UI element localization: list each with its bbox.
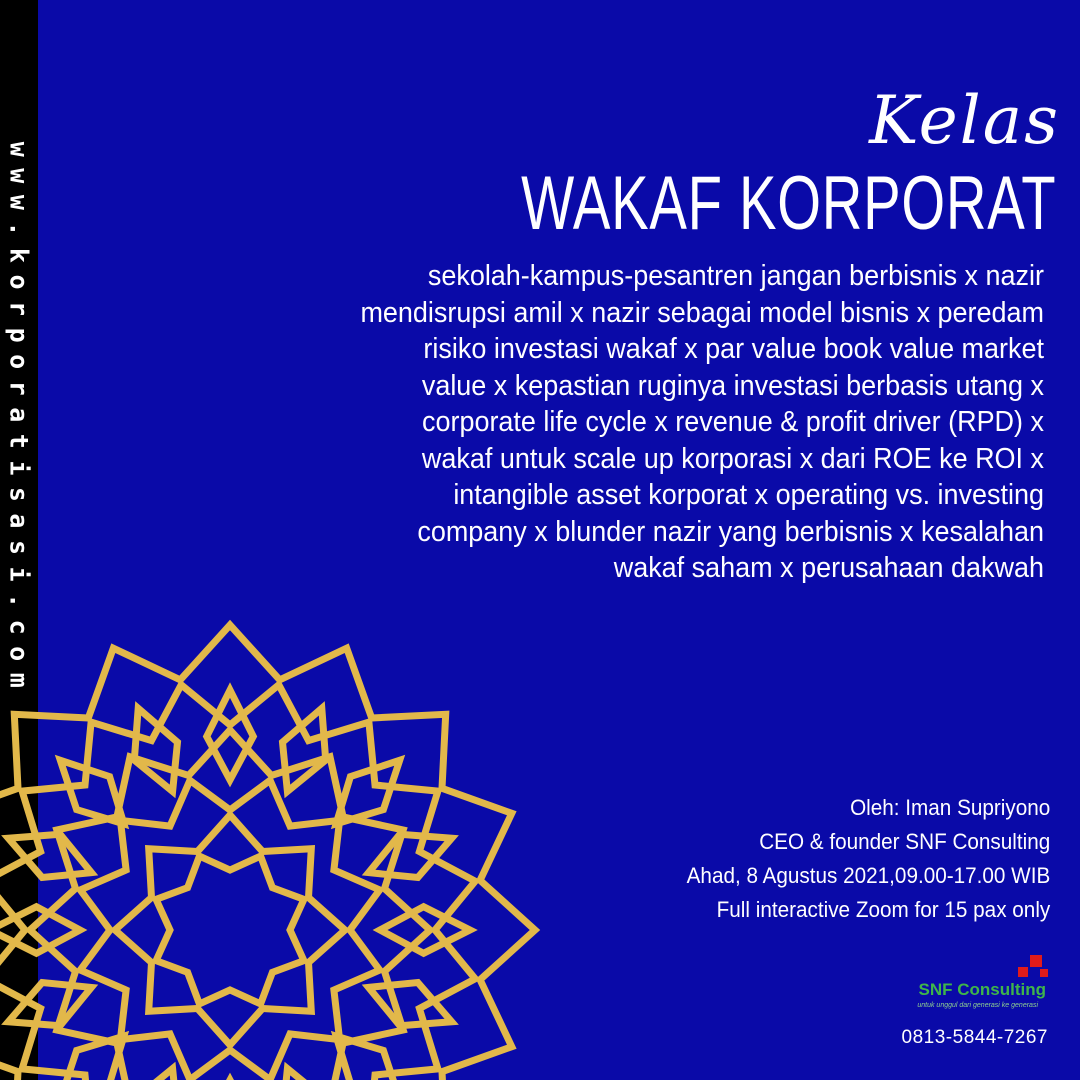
speaker-line: Oleh: Iman Supriyono: [849, 795, 1050, 820]
contact-phone[interactable]: 0813-5844-7267: [901, 1027, 1048, 1048]
ornament-petal: [8, 983, 91, 1026]
date-line: Ahad, 8 Agustus 2021,09.00-17.00 WIB: [686, 863, 1050, 888]
snf-consulting-logo: [888, 955, 1048, 1015]
ornament-petal: [369, 834, 452, 877]
topic-line: wakaf untuk scale up korporasi x dari ROE ke ROI x: [421, 442, 1044, 475]
topics-list: [244, 258, 1044, 587]
logo-square: [1030, 955, 1042, 967]
ornament-petal: [283, 708, 326, 791]
logo-name: SNF Consulting: [918, 980, 1046, 999]
ornament-petal: [134, 1069, 177, 1080]
ornament-petal: [8, 834, 91, 877]
topic-line: sekolah-kampus-pesantren jangan berbisnis x nazir: [427, 260, 1044, 292]
topic-line: mendisrupsi amil x nazir sebagai model bisnis x peredam: [360, 296, 1044, 329]
topic-line: intangible asset korporat x operating vs. investing: [453, 479, 1044, 511]
ornament-inner-star: [156, 856, 304, 1004]
format-line: Full interactive Zoom for 15 pax only: [716, 897, 1050, 922]
topic-line: value x kepastian ruginya investasi berbasis utang x: [421, 369, 1044, 402]
ornament-petal: [369, 983, 452, 1026]
topic-line: risiko investasi wakaf x par value book value market: [423, 333, 1044, 365]
page-title: WAKAF KORPORAT: [520, 161, 1056, 246]
ornament-petal: [283, 1069, 326, 1080]
ornament-petal: [134, 708, 177, 791]
logo-square: [1040, 969, 1048, 977]
website-url[interactable]: www.korporatisasi.com: [4, 141, 34, 699]
logo-tagline: untuk unggul dari generasi ke generasi: [917, 1002, 1038, 1009]
topic-line: wakaf saham x perusahaan dakwah: [613, 552, 1044, 584]
topic-line: corporate life cycle x revenue & profit driver (RPD) x: [421, 406, 1044, 438]
kelas-label: Kelas: [869, 82, 1060, 159]
topic-line: company x blunder nazir yang berbisnis x kesalahan: [417, 515, 1044, 548]
logo-square: [1018, 967, 1028, 977]
role-line: CEO & founder SNF Consulting: [758, 829, 1050, 854]
ornament-star: [115, 815, 345, 1045]
gold-geometric-ornament: [0, 600, 660, 1080]
event-info: [655, 791, 1050, 927]
